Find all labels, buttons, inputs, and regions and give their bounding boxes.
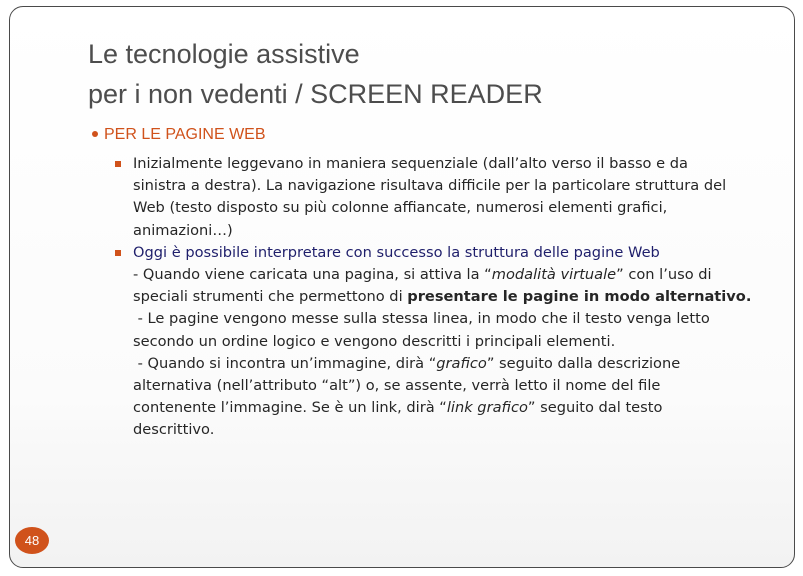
text-line: Inizialmente leggevano in maniera sequenziale (dall’alto verso il basso e da	[133, 155, 688, 172]
text-line: sinistra a destra). La navigazione risultava difficile per la particolare struttura del	[133, 177, 727, 195]
text-line: alternativa (nell’attributo “alt”) o, se assente, verrà letto il nome del file	[133, 377, 661, 395]
text-line: descrittivo.	[133, 421, 215, 439]
emphasis: link grafico	[446, 399, 528, 417]
title-line-1: Le tecnologie assistive	[88, 39, 360, 69]
text-line: Web (testo disposto su più colonne affiancate, numerosi elementi grafici,	[133, 199, 668, 217]
emphasis: grafico	[436, 354, 487, 372]
page-number-badge: 48	[15, 527, 49, 554]
list-item	[112, 153, 757, 242]
bullet-heading: Oggi è possibile interpretare con successo la struttura delle pagine Web	[133, 243, 660, 261]
square-bullet-icon	[115, 161, 121, 167]
emphasis: modalità virtuale	[491, 266, 617, 284]
text-line: - Quando si incontra un’immagine, dirà “grafico” seguito dalla descrizione	[133, 354, 681, 372]
round-bullet-icon	[92, 131, 98, 137]
section-heading	[92, 124, 266, 146]
text-line: - Le pagine vengono messe sulla stessa linea, in modo che il testo venga letto	[133, 310, 710, 328]
text-line: secondo un ordine logico e vengono descritti i principali elementi.	[133, 332, 616, 350]
text-line: - Quando viene caricata una pagina, si attiva la “modalità virtuale” con l’uso di	[133, 266, 712, 284]
text-line: animazioni…)	[133, 221, 233, 239]
list-item	[112, 242, 757, 442]
text-line: contenente l’immagine. Se è un link, dirà “link grafico” seguito dal testo	[133, 399, 663, 417]
text-line: speciali strumenti che permettono di presentare le pagine in modo alternativo.	[133, 288, 752, 306]
slide-body	[112, 153, 757, 442]
title-line-2: per i non vedenti / SCREEN READER	[88, 79, 543, 109]
section-heading-text: PER LE PAGINE WEB	[104, 126, 266, 143]
bold-text: presentare le pagine in modo alternativo.	[407, 288, 752, 306]
square-bullet-icon	[115, 250, 121, 256]
slide-title	[88, 34, 543, 114]
